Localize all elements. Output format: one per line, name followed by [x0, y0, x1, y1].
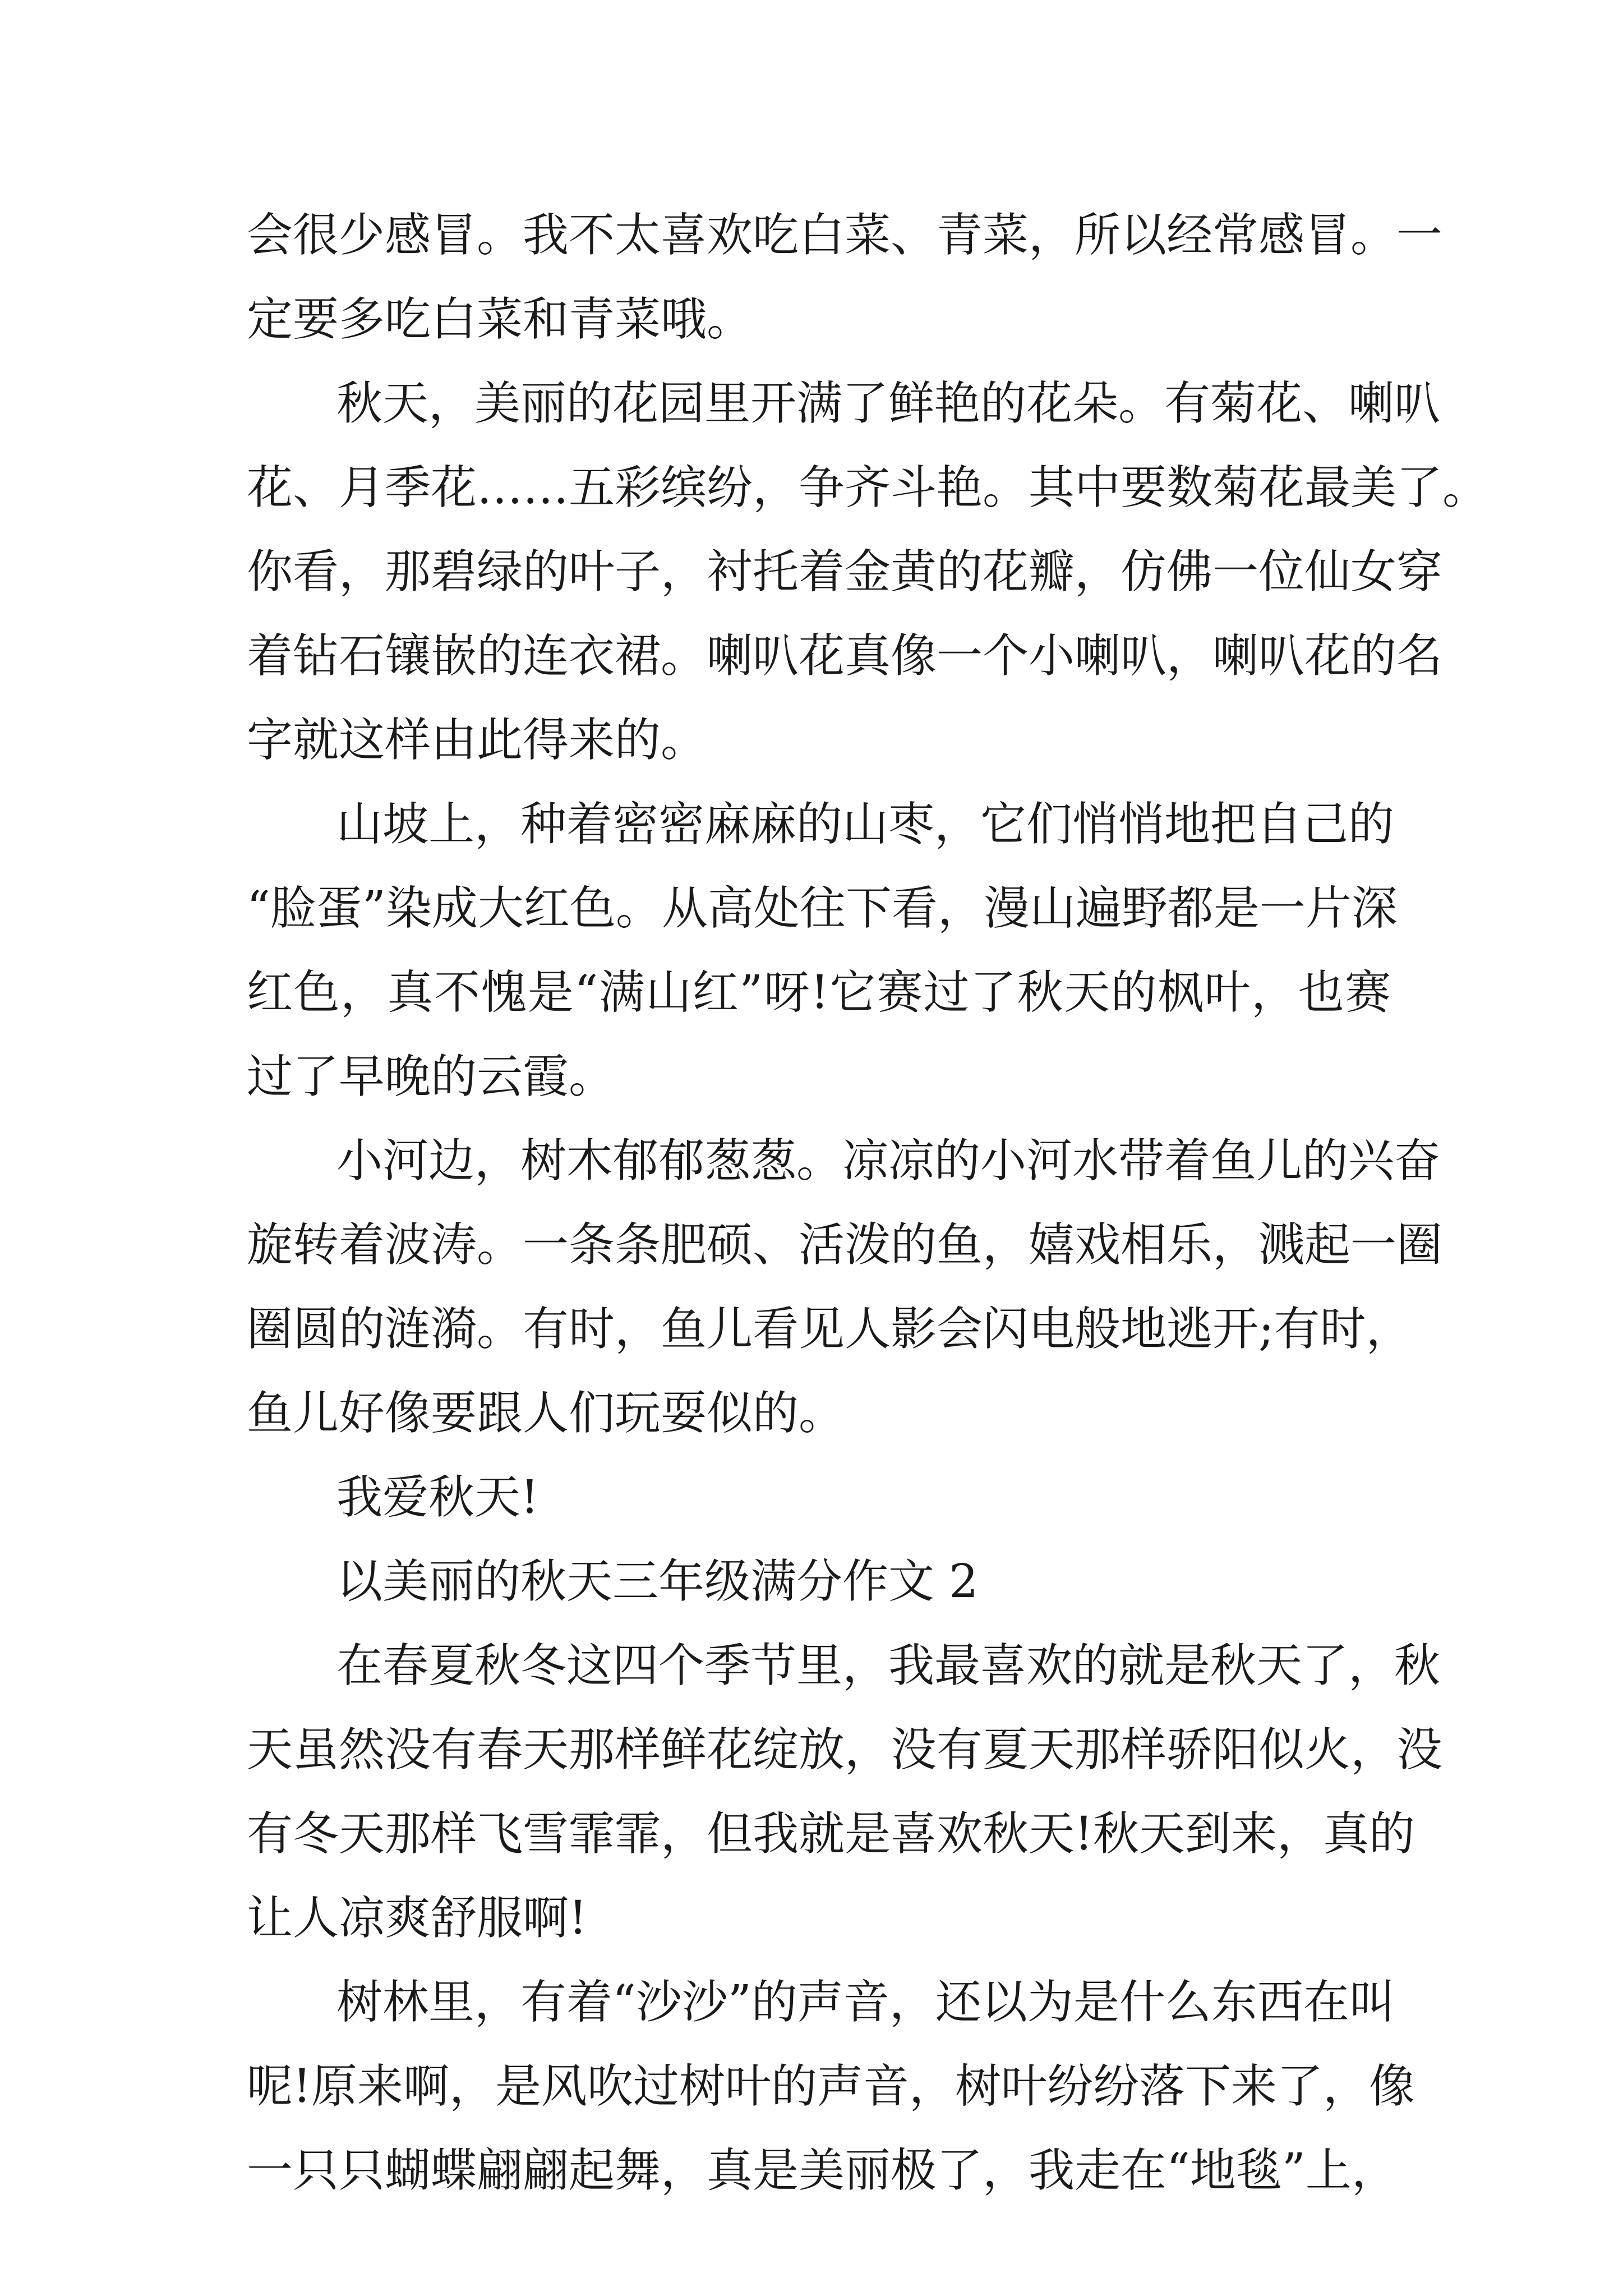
text-line: 字就这样由此得来的。	[247, 714, 707, 767]
text-line: 会很少感冒。我不太喜欢吃白菜、青菜，所以经常感冒。一	[247, 209, 1443, 262]
text-line: 花、月季花……五彩缤纷，争齐斗艳。其中要数菊花最美了。	[247, 461, 1489, 514]
text-line: 呢!原来啊，是风吹过树叶的声音，树叶纷纷落下来了，像	[247, 2060, 1415, 2113]
paragraph-first-line: 树林里，有着“沙沙”的声音，还以为是什么东西在叫	[336, 1976, 1395, 2029]
text-line: 你看，那碧绿的叶子，衬托着金黄的花瓣，仿佛一位仙女穿	[247, 545, 1443, 599]
text-line: 旋转着波涛。一条条肥硕、活泼的鱼，嬉戏相乐，溅起一圈	[247, 1218, 1443, 1272]
text-line: 一只只蝴蝶翩翩起舞，真是美丽极了，我走在“地毯”上，	[247, 2144, 1398, 2197]
text-line: 让人凉爽舒服啊!	[247, 1892, 587, 1945]
text-line: 过了早晚的云霞。	[247, 1050, 615, 1103]
text-line: 定要多吃白菜和青菜哦。	[247, 293, 753, 346]
text-line: 鱼儿好像要跟人们玩耍似的。	[247, 1387, 845, 1440]
paragraph-first-line: 小河边，树木郁郁葱葱。凉凉的小河水带着鱼儿的兴奋	[336, 1134, 1441, 1188]
text-line: 红色，真不愧是“满山红”呀!它赛过了秋天的枫叶，也赛	[247, 966, 1391, 1019]
text-line: 天虽然没有春天那样鲜花绽放，没有夏天那样骄阳似火，没	[247, 1723, 1443, 1777]
paragraph-first-line: 在春夏秋冬这四个季节里，我最喜欢的就是秋天了，秋	[336, 1639, 1441, 1692]
text-line: 着钻石镶嵌的连衣裙。喇叭花真像一个小喇叭，喇叭花的名	[247, 629, 1443, 683]
paragraph-first-line: 我爱秋天!	[336, 1471, 539, 1524]
paragraph-first-line: 山坡上，种着密密麻麻的山枣，它们悄悄地把自己的	[336, 798, 1395, 851]
text-line: 圈圆的涟漪。有时，鱼儿看见人影会闪电般地逃开;有时，	[247, 1303, 1412, 1356]
section-heading: 以美丽的秋天三年级满分作文 2	[336, 1555, 979, 1608]
text-line: “脸蛋”染成大红色。从高处往下看，漫山遍野都是一片深	[247, 882, 1398, 935]
text-line: 有冬天那样飞雪霏霏，但我就是喜欢秋天!秋天到来，真的	[247, 1807, 1415, 1861]
paragraph-first-line: 秋天，美丽的花园里开满了鲜艳的花朵。有菊花、喇叭	[336, 377, 1441, 430]
